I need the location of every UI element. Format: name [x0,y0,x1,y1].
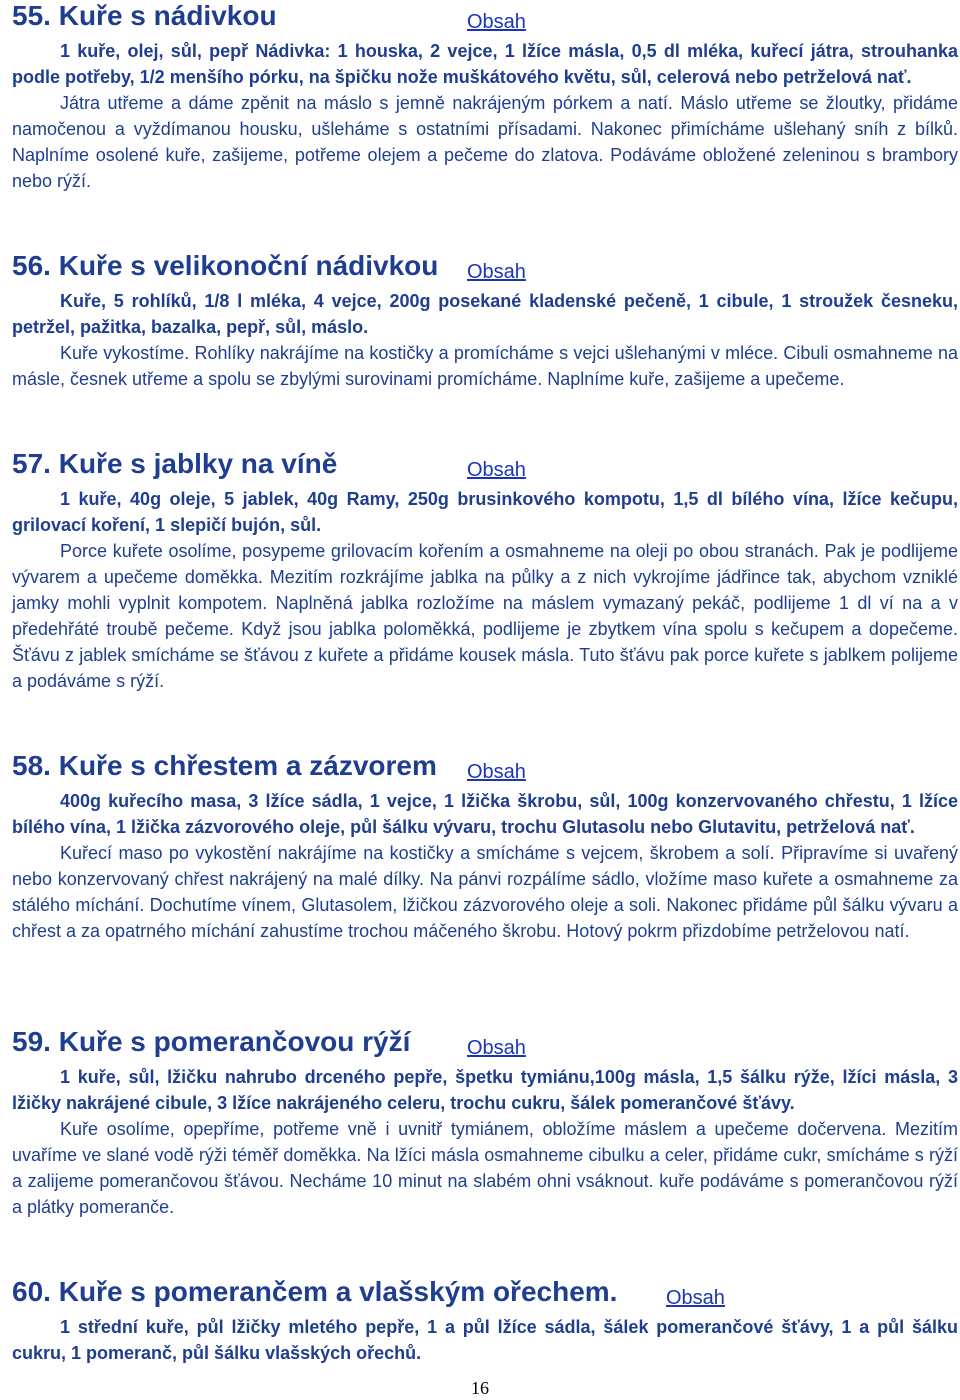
method-part: Pak je podlijeme vývarem a upečeme doměkka. [12,541,958,587]
recipe-58 [12,750,958,944]
recipe-title: Kuře s nádivkou [58,0,277,31]
method-part: Rohlíky nakrájíme na kostičky a promícháme s vejci ušlehanými v mléce. Cibuli osmahneme na másle, česnek utřeme a spolu se zbylými surovinami promícháme. Naplníme kuře, zašijeme a upečeme. [12,343,958,389]
method-part: Kuře vykostíme. [60,343,195,363]
method-part: Mezitím rozkrájíme jablka na půlky a z nich vykrojíme jádřince tak, abychom vzniklé jamky mohli vyplnit kompotem. [12,567,958,613]
recipe-heading [12,250,958,282]
recipe-heading [12,1276,958,1308]
recipe-method [12,538,958,694]
recipe-method [12,340,958,392]
recipe-number: 56. [12,250,51,281]
method-part: Mezitím uvaříme ve slané vodě rýži téměř doměkka. [12,1119,958,1165]
recipe-ingredients: 1 střední kuře, půl lžičky mletého pepře, 1 a půl lžíce sádla, šálek pomerančové šťávy, 1 a půl šálku cukru, 1 pomeranč, půl šálku vlašských ořechů. [12,1317,958,1363]
recipe-title: Kuře s pomerančem a vlašským ořechem. [58,1276,618,1307]
method-part: Naplníme osolené kuře, zašijeme, potřeme olejem a pečeme do zlatova. Podáváme obložené zeleninou s brambory nebo rýží. [12,145,958,191]
recipe-number: 57. [12,448,51,479]
method-part: Na pánvi rozpálíme sádlo, vložíme maso kuřete a osmahneme za stálého míchání. Dochutíme vínem, Glutasolem, lžičkou zázvorového oleje a soli. Nakonec přidáme půl šálku vývaru a chřest a za opatrného míchání zahustíme trochou máčeného škrobu. Hotový pokrm přizdobíme petrželovou natí. [12,869,958,941]
recipe-title: Kuře s jablky na víně [58,448,338,479]
recipe-title: Kuře s chřestem a zázvorem [58,750,437,781]
recipe-method [12,1116,958,1220]
recipe-57 [12,448,958,694]
recipe-ingredients: 400g kuřecího masa, 3 lžíce sádla, 1 vejce, 1 lžička škrobu, sůl, 100g konzervovaného chřestu, 1 lžíce bílého vína, 1 lžička zázvorového oleje, půl šálku vývaru, trochu Glutasolu nebo Glutavitu, petrželová nať. [12,791,958,837]
recipe-number: 60. [12,1276,51,1307]
recipe-56 [12,250,958,392]
recipe-heading [12,448,958,480]
obsah-link[interactable]: Obsah [467,761,526,783]
method-part: Připravíme si uvařený nebo konzervovaný chřest nakrájený na malé dílky. [12,843,959,889]
recipe-heading [12,750,958,782]
method-part: Máslo utřeme se žloutky, přidáme namočenou a vyždímanou housku, ušleháme s ostatními přísadami. Nakonec přimícháme ušlehaný sníh z bílků. [12,93,958,139]
method-part: Játra utřeme a dáme zpěnit na máslo s jemně nakrájeným pórkem a natí. [60,93,681,113]
recipe-method [12,840,958,944]
recipe-title: Kuře s velikonoční nádivkou [58,250,439,281]
obsah-link[interactable]: Obsah [467,1037,526,1059]
method-part: Na lžíci másla osmahneme cibulku a celer, přidáme cukr, smícháme s rýží a zalijeme pomerančovou šťávou. Necháme 10 minut na slabém ohni vsáknout. kuře podáváme s pomerančovou rýží a plátky pomeranče. [12,1145,958,1217]
method-part: Kuře osolíme, opepříme, potřeme vně i uvnitř tymiánem, obložíme máslem a upečeme dočervena. [60,1119,895,1139]
method-part: Naplněná jablka rozložíme na máslem vymazaný pekáč, podlijeme 1 dl ví na a v předehřáté troubě pečeme. Když jsou jablka poloměkká, podlijeme je zbytkem vína spolu s kečupem a dopečeme. Šťávu z jablek smícháme se šťávou z kuřete a přidáme kousek másla. Tuto šťávu pak porce kuřete s jablkem polijeme a podáváme s rýží. [12,593,958,691]
obsah-link[interactable]: Obsah [467,11,526,33]
recipe-59 [12,1026,958,1220]
recipe-ingredients: Kuře, 5 rohlíků, 1/8 l mléka, 4 vejce, 200g posekané kladenské pečeně, 1 cibule, 1 stroužek česneku, petržel, pažitka, bazalka, pepř, sůl, máslo. [12,291,958,337]
recipe-55 [12,0,958,194]
recipe-heading [12,0,958,32]
recipe-ingredients: 1 kuře, 40g oleje, 5 jablek, 40g Ramy, 250g brusinkového kompotu, 1,5 dl bílého vína, lžíce kečupu, grilovací koření, 1 slepičí bujón, sůl. [12,489,958,535]
recipe-60 [12,1276,958,1366]
recipe-number: 59. [12,1026,51,1057]
obsah-link[interactable]: Obsah [467,459,526,481]
recipe-number: 55. [12,0,51,31]
recipe-ingredients: 1 kuře, sůl, lžičku nahrubo drceného pepře, špetku tymiánu,100g másla, 1,5 šálku rýže, lžíci másla, 3 lžičky nakrájené cibule, 3 lžíce nakrájeného celeru, trochu cukru, šálek pomerančové šťávy. [12,1067,958,1113]
method-part: Porce kuřete osolíme, posypeme grilovacím kořením a osmahneme na oleji po obou stranách. [60,541,825,561]
method-part: Kuřecí maso po vykostění nakrájíme na kostičky a smícháme s vejcem, škrobem a solí. [60,843,782,863]
recipe-ingredients: 1 kuře, olej, sůl, pepř Nádivka: 1 houska, 2 vejce, 1 lžíce másla, 0,5 dl mléka, kuřecí játra, strouhanka podle potřeby, 1/2 menšího pórku, na špičku nože muškátového květu, sůl, celerová nebo petrželová nať. [12,41,958,87]
obsah-link[interactable]: Obsah [666,1287,725,1309]
recipe-title: Kuře s pomerančovou rýží [58,1026,411,1057]
recipe-method [12,90,958,194]
page-number: 16 [471,1378,489,1398]
obsah-link[interactable]: Obsah [467,261,526,283]
recipe-number: 58. [12,750,51,781]
recipe-heading [12,1026,958,1058]
